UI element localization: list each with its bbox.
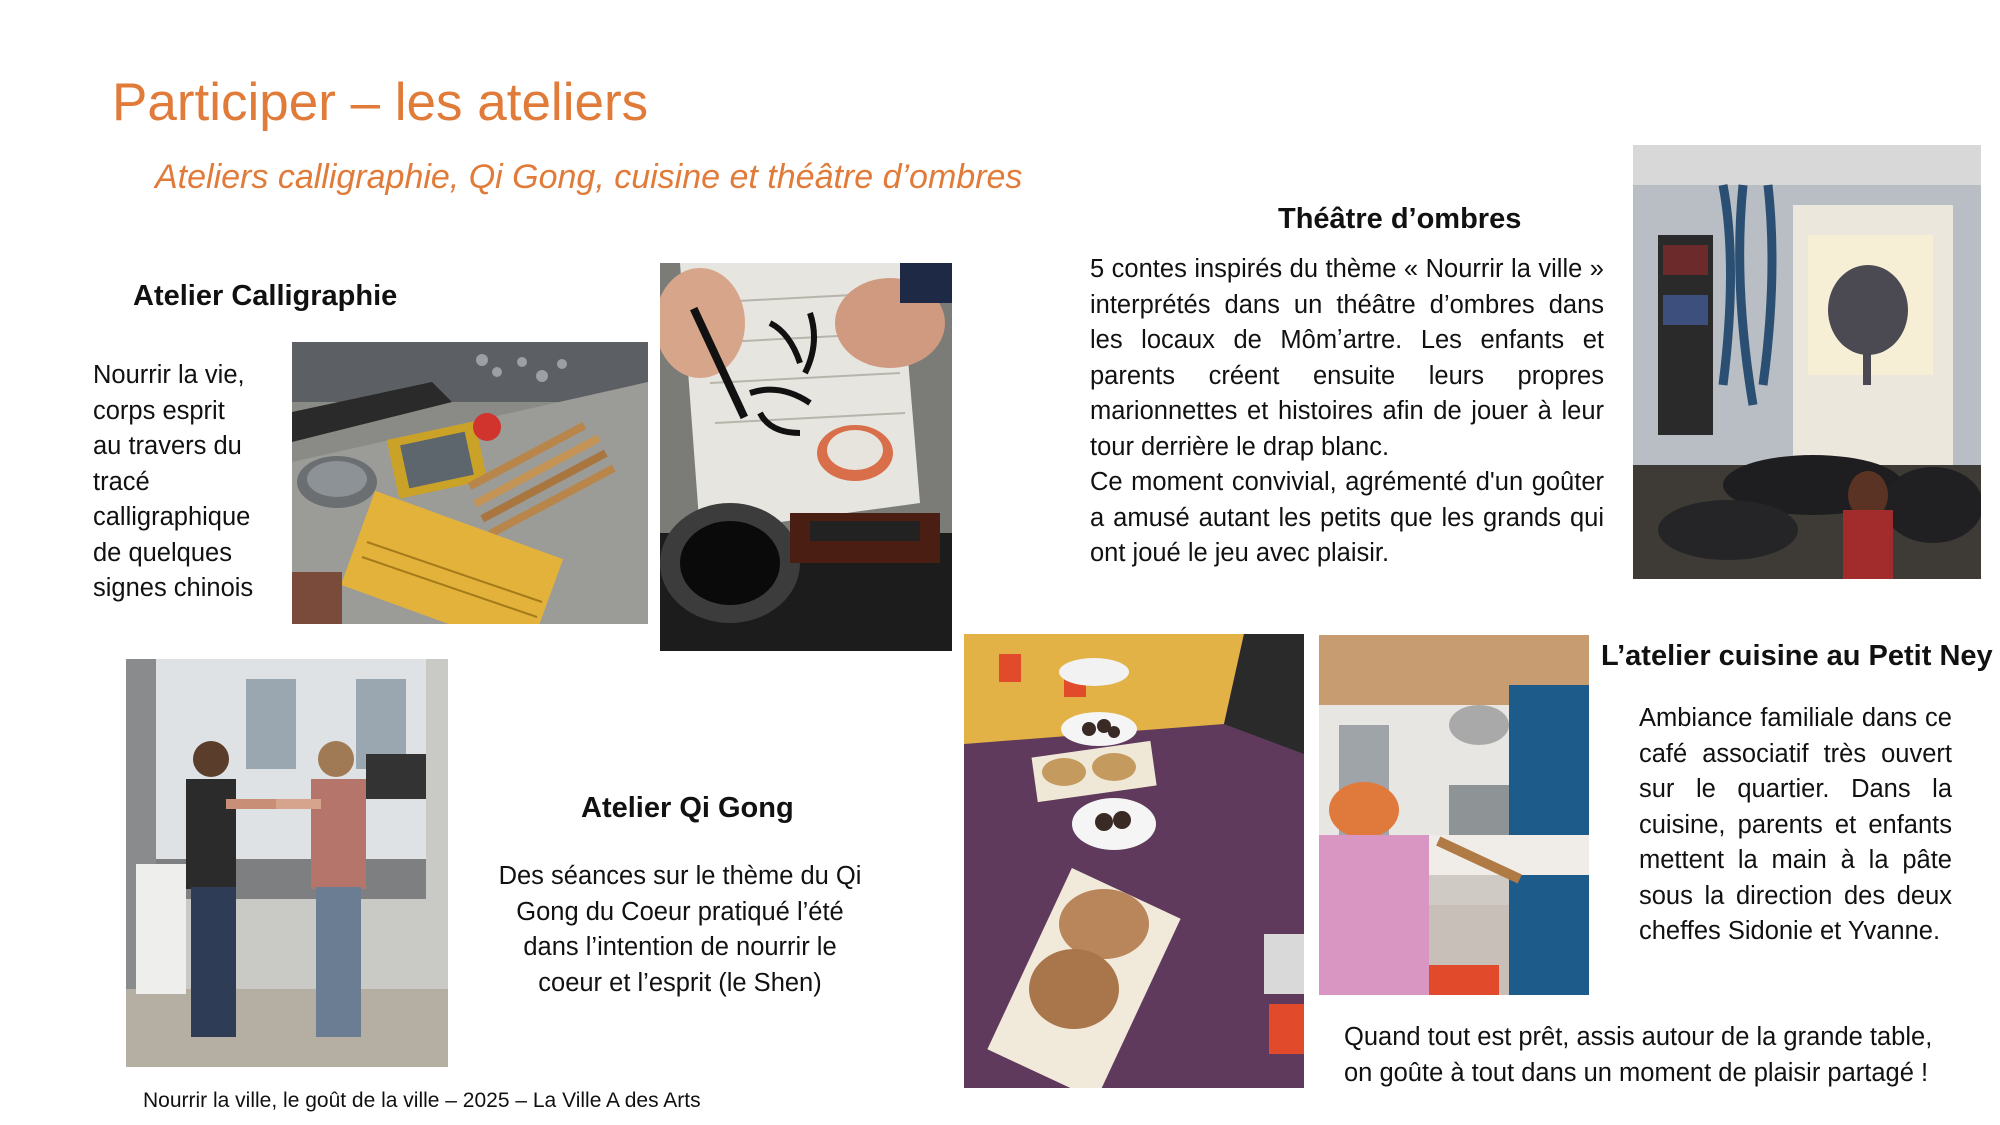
theatre-text — [1090, 252, 1604, 572]
slide-title: Participer – les ateliers — [112, 73, 649, 132]
calligraphie-line: calligraphique — [93, 503, 251, 531]
slide-subtitle: Ateliers calligraphie, Qi Gong, cuisine et théâtre d’ombres — [155, 158, 1023, 196]
qigong-line: coeur et l’esprit (le Shen) — [538, 968, 822, 997]
theatre-heading: Théâtre d’ombres — [1278, 203, 1522, 235]
theatre-paragraph: Ce moment convivial, agrémenté d'un goûter a amusé autant les petits que les grands qui ont joué le jeu avec plaisir. — [1090, 468, 1604, 567]
cuisine-closing-line: Quand tout est prêt, assis autour de la grande table, — [1344, 1023, 1933, 1051]
calligraphy-writing-photo — [660, 263, 952, 651]
footer-text: Nourrir la ville, le goût de la ville – 2025 – La Ville A des Arts — [143, 1089, 701, 1112]
cuisine-closing-line: on goûte à tout dans un moment de plaisir partagé ! — [1344, 1058, 1929, 1087]
calligraphie-line: signes chinois — [93, 574, 254, 602]
calligraphie-text — [93, 358, 293, 607]
qigong-line: dans l’intention de nourrir le — [523, 933, 837, 961]
food-table-photo — [964, 634, 1304, 1088]
qigong-line: Gong du Coeur pratiqué l’été — [516, 897, 844, 926]
qigong-photo — [126, 659, 448, 1067]
qigong-text — [480, 859, 880, 1001]
calligraphie-line: au travers du — [93, 432, 242, 460]
calligraphy-tools-photo — [292, 342, 648, 624]
calligraphie-line: corps esprit — [93, 396, 225, 425]
qigong-line: Des séances sur le thème du Qi — [498, 862, 862, 890]
calligraphie-heading: Atelier Calligraphie — [133, 280, 398, 312]
cuisine-heading: L’atelier cuisine au Petit Ney — [1601, 640, 1993, 672]
qigong-heading: Atelier Qi Gong — [581, 792, 794, 824]
calligraphie-line: Nourrir la vie, — [93, 361, 245, 389]
cuisine-closing — [1344, 1020, 1984, 1091]
cuisine-paragraph: Ambiance familiale dans ce café associatif très ouvert sur le quartier. Dans la cuisine, parents et enfants mettent la main à la pâte sous la direction des deux cheffes Sidonie et Yvanne. — [1639, 704, 1952, 945]
kitchen-photo — [1319, 635, 1589, 995]
theatre-paragraph: 5 contes inspirés du thème « Nourrir la ville » interprétés dans un théâtre d’ombres dans les locaux de Mômʼartre. Les enfants et parents créent ensuite leurs propres marionnettes et histoires afin de jouer à leur tour derrière le drap blanc. — [1090, 255, 1604, 461]
calligraphie-line: de quelques — [93, 538, 232, 567]
calligraphie-line: tracé — [93, 467, 150, 496]
shadow-theatre-photo — [1633, 145, 1981, 579]
